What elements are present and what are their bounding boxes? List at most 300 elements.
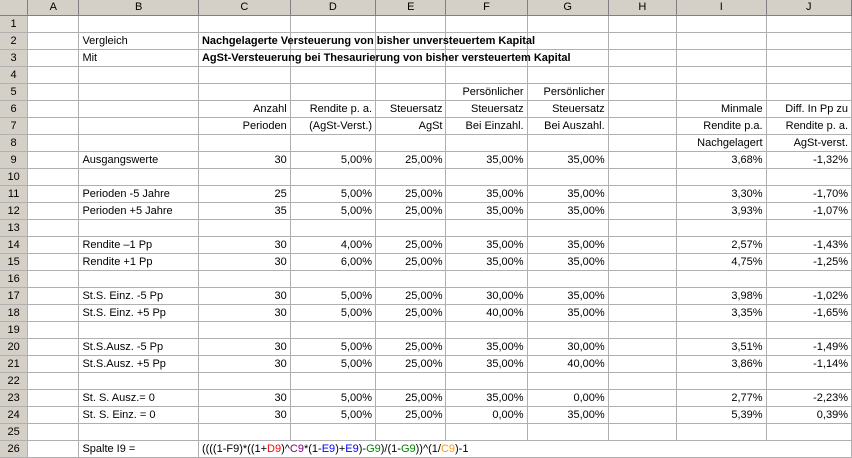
cell-C21[interactable]: 30: [198, 356, 290, 373]
cell-A19[interactable]: [28, 322, 79, 339]
cell-D10[interactable]: [290, 169, 375, 186]
cell-D7[interactable]: (AgSt-Verst.): [290, 118, 375, 135]
cell-I15[interactable]: 4,75%: [676, 254, 766, 271]
formula-token: ((((1-F9)*((1+: [201, 443, 268, 455]
cell-H19[interactable]: [608, 322, 676, 339]
cell-A14[interactable]: [28, 237, 79, 254]
cell-F15[interactable]: 35,00%: [446, 254, 527, 271]
cell-B13[interactable]: [79, 220, 199, 237]
cell-J10[interactable]: [766, 169, 851, 186]
cell-D13[interactable]: [290, 220, 375, 237]
cell-H14[interactable]: [608, 237, 676, 254]
cell-I17[interactable]: 3,98%: [676, 288, 766, 305]
cell-F1[interactable]: [446, 16, 527, 33]
row-header-14[interactable]: 14: [0, 237, 28, 254]
column-header-i[interactable]: I: [676, 0, 766, 16]
cell-C6[interactable]: Anzahl: [198, 101, 290, 118]
cell-B3[interactable]: Mit: [79, 50, 199, 67]
cell-E15[interactable]: 25,00%: [376, 254, 446, 271]
cell-I1[interactable]: [676, 16, 766, 33]
cell-D12[interactable]: 5,00%: [290, 203, 375, 220]
cell-J12[interactable]: -1,07%: [766, 203, 851, 220]
cell-I24[interactable]: 5,39%: [676, 407, 766, 424]
column-header-c[interactable]: C: [198, 0, 290, 16]
cell-D14[interactable]: 4,00%: [290, 237, 375, 254]
cell-A16[interactable]: [28, 271, 79, 288]
cell-E11[interactable]: 25,00%: [376, 186, 446, 203]
table-row: [0, 186, 852, 203]
cell-F19[interactable]: [446, 322, 527, 339]
cell-G20[interactable]: 30,00%: [527, 339, 608, 356]
cell-I14[interactable]: 2,57%: [676, 237, 766, 254]
column-header-e[interactable]: E: [376, 0, 446, 16]
cell-J17[interactable]: -1,02%: [766, 288, 851, 305]
cell-C17[interactable]: 30: [198, 288, 290, 305]
cell-D11[interactable]: 5,00%: [290, 186, 375, 203]
cell-J1[interactable]: [766, 16, 851, 33]
cell-G10[interactable]: [527, 169, 608, 186]
cell-E23[interactable]: 25,00%: [376, 390, 446, 407]
cell-C3[interactable]: [198, 50, 571, 67]
cell-I7[interactable]: Rendite p.a.: [676, 118, 766, 135]
cell-D25[interactable]: [290, 424, 375, 441]
cell-A20[interactable]: [28, 339, 79, 356]
cell-B12[interactable]: Perioden +5 Jahre: [79, 203, 199, 220]
cell-G19[interactable]: [527, 322, 608, 339]
cell-A12[interactable]: [28, 203, 79, 220]
cell-A15[interactable]: [28, 254, 79, 271]
cell-G8[interactable]: [527, 135, 608, 152]
cell-G22[interactable]: [527, 373, 608, 390]
cell-B8[interactable]: [79, 135, 199, 152]
cell-I3[interactable]: [676, 50, 766, 67]
cell-A2[interactable]: [28, 33, 79, 50]
cell-J20[interactable]: -1,49%: [766, 339, 851, 356]
cell-A13[interactable]: [28, 220, 79, 237]
cell-C2[interactable]: [198, 33, 536, 50]
cell-H25[interactable]: [608, 424, 676, 441]
cell-B9[interactable]: Ausgangswerte: [79, 152, 199, 169]
cell-F14[interactable]: 35,00%: [446, 237, 527, 254]
cell-H8[interactable]: [608, 135, 676, 152]
cell-B23[interactable]: St. S. Ausz.= 0: [79, 390, 199, 407]
row-header-20[interactable]: 20: [0, 339, 28, 356]
cell-G14[interactable]: 35,00%: [527, 237, 608, 254]
cell-E22[interactable]: [376, 373, 446, 390]
row-header-7[interactable]: 7: [0, 118, 28, 135]
cell-B4[interactable]: [79, 67, 199, 84]
cell-B1[interactable]: [79, 16, 199, 33]
cell-F25[interactable]: [446, 424, 527, 441]
cell-C12[interactable]: 35: [198, 203, 290, 220]
row-header-16[interactable]: 16: [0, 271, 28, 288]
cell-I19[interactable]: [676, 322, 766, 339]
cell-C20[interactable]: 30: [198, 339, 290, 356]
cell-A8[interactable]: [28, 135, 79, 152]
cell-B10[interactable]: [79, 169, 199, 186]
column-header-f[interactable]: F: [446, 0, 527, 16]
cell-J25[interactable]: [766, 424, 851, 441]
cell-G4[interactable]: [527, 67, 608, 84]
column-header-row: [0, 0, 852, 16]
cell-H5[interactable]: [608, 84, 676, 101]
cell-E1[interactable]: [376, 16, 446, 33]
cell-F8[interactable]: [446, 135, 527, 152]
cell-E21[interactable]: 25,00%: [376, 356, 446, 373]
cell-B19[interactable]: [79, 322, 199, 339]
cell-G6[interactable]: Steuersatz: [527, 101, 608, 118]
cell-I8[interactable]: Nachgelagert: [676, 135, 766, 152]
cell-A3[interactable]: [28, 50, 79, 67]
cell-J15[interactable]: -1,25%: [766, 254, 851, 271]
cell-G12[interactable]: 35,00%: [527, 203, 608, 220]
cell-H11[interactable]: [608, 186, 676, 203]
cell-G9[interactable]: 35,00%: [527, 152, 608, 169]
cell-B6[interactable]: [79, 101, 199, 118]
cell-F13[interactable]: [446, 220, 527, 237]
cell-G5[interactable]: Persönlicher: [527, 84, 608, 101]
cell-D19[interactable]: [290, 322, 375, 339]
cell-B25[interactable]: [79, 424, 199, 441]
cell-D21[interactable]: 5,00%: [290, 356, 375, 373]
cell-A26[interactable]: [28, 441, 79, 458]
table-row: [0, 288, 852, 305]
cell-J5[interactable]: [766, 84, 851, 101]
cell-C15[interactable]: 30: [198, 254, 290, 271]
cell-G11[interactable]: 35,00%: [527, 186, 608, 203]
cell-E18[interactable]: 25,00%: [376, 305, 446, 322]
row-header-10[interactable]: 10: [0, 169, 28, 186]
cell-H20[interactable]: [608, 339, 676, 356]
row-header-2[interactable]: 2: [0, 33, 28, 50]
cell-E14[interactable]: 25,00%: [376, 237, 446, 254]
cell-G15[interactable]: 35,00%: [527, 254, 608, 271]
cell-C9[interactable]: 30: [198, 152, 290, 169]
row-header-23[interactable]: 23: [0, 390, 28, 407]
cell-H12[interactable]: [608, 203, 676, 220]
cell-E17[interactable]: 25,00%: [376, 288, 446, 305]
cell-F21[interactable]: 35,00%: [446, 356, 527, 373]
cell-E13[interactable]: [376, 220, 446, 237]
cell-J9[interactable]: -1,32%: [766, 152, 851, 169]
cell-H24[interactable]: [608, 407, 676, 424]
cell-D8[interactable]: [290, 135, 375, 152]
cell-J13[interactable]: [766, 220, 851, 237]
cell-F16[interactable]: [446, 271, 527, 288]
row-header-25[interactable]: 25: [0, 424, 28, 441]
cell-A10[interactable]: [28, 169, 79, 186]
cell-E8[interactable]: [376, 135, 446, 152]
row-header-26[interactable]: 26: [0, 441, 28, 458]
cell-E12[interactable]: 25,00%: [376, 203, 446, 220]
cell-I10[interactable]: [676, 169, 766, 186]
cell-F23[interactable]: 35,00%: [446, 390, 527, 407]
cell-J6[interactable]: Diff. In Pp zu: [766, 101, 851, 118]
cell-C1[interactable]: [198, 16, 290, 33]
cell-J3[interactable]: [766, 50, 851, 67]
cell-C5[interactable]: [198, 84, 290, 101]
cell-B14[interactable]: Rendite –1 Pp: [79, 237, 199, 254]
cell-J16[interactable]: [766, 271, 851, 288]
cell-B7[interactable]: [79, 118, 199, 135]
cell-B24[interactable]: St. S. Einz. = 0: [79, 407, 199, 424]
row-header-15[interactable]: 15: [0, 254, 28, 271]
cell-H15[interactable]: [608, 254, 676, 271]
table-row: [0, 441, 852, 458]
cell-F10[interactable]: [446, 169, 527, 186]
cell-E7[interactable]: AgSt: [376, 118, 446, 135]
cell-H9[interactable]: [608, 152, 676, 169]
cell-H1[interactable]: [608, 16, 676, 33]
cell-D23[interactable]: 5,00%: [290, 390, 375, 407]
formula-token: *(1-: [303, 443, 322, 455]
row-header-18[interactable]: 18: [0, 305, 28, 322]
cell-D24[interactable]: 5,00%: [290, 407, 375, 424]
cell-E4[interactable]: [376, 67, 446, 84]
cell-F4[interactable]: [446, 67, 527, 84]
column-header-h[interactable]: H: [608, 0, 676, 16]
cell-G1[interactable]: [527, 16, 608, 33]
cell-F11[interactable]: 35,00%: [446, 186, 527, 203]
cell-I16[interactable]: [676, 271, 766, 288]
cell-H4[interactable]: [608, 67, 676, 84]
cell-F5[interactable]: Persönlicher: [446, 84, 527, 101]
cell-H13[interactable]: [608, 220, 676, 237]
cell-H7[interactable]: [608, 118, 676, 135]
cell-F24[interactable]: 0,00%: [446, 407, 527, 424]
cell-H22[interactable]: [608, 373, 676, 390]
cell-A4[interactable]: [28, 67, 79, 84]
cell-E5[interactable]: [376, 84, 446, 101]
cell-C23[interactable]: 30: [198, 390, 290, 407]
cell-C14[interactable]: 30: [198, 237, 290, 254]
cell-F20[interactable]: 35,00%: [446, 339, 527, 356]
cell-A11[interactable]: [28, 186, 79, 203]
cell-D17[interactable]: 5,00%: [290, 288, 375, 305]
cell-F22[interactable]: [446, 373, 527, 390]
row-header-11[interactable]: 11: [0, 186, 28, 203]
cell-I9[interactable]: 3,68%: [676, 152, 766, 169]
cell-C11[interactable]: 25: [198, 186, 290, 203]
cell-H3[interactable]: [608, 50, 676, 67]
cell-I23[interactable]: 2,77%: [676, 390, 766, 407]
cell-B11[interactable]: Perioden -5 Jahre: [79, 186, 199, 203]
cell-E25[interactable]: [376, 424, 446, 441]
cell-E20[interactable]: 25,00%: [376, 339, 446, 356]
cell-D4[interactable]: [290, 67, 375, 84]
table-row: [0, 220, 852, 237]
cell-H17[interactable]: [608, 288, 676, 305]
formula-token: E9: [345, 443, 359, 455]
cell-A25[interactable]: [28, 424, 79, 441]
row-header-9[interactable]: 9: [0, 152, 28, 169]
cell-A24[interactable]: [28, 407, 79, 424]
cell-D6[interactable]: Rendite p. a.: [290, 101, 375, 118]
cell-G23[interactable]: 0,00%: [527, 390, 608, 407]
cell-B20[interactable]: St.S.Ausz. -5 Pp: [79, 339, 199, 356]
cell-F12[interactable]: 35,00%: [446, 203, 527, 220]
cell-C16[interactable]: [198, 271, 290, 288]
cell-F7[interactable]: Bei Einzahl.: [446, 118, 527, 135]
cell-I12[interactable]: 3,93%: [676, 203, 766, 220]
cell-E6[interactable]: Steuersatz: [376, 101, 446, 118]
cell-B17[interactable]: St.S. Einz. -5 Pp: [79, 288, 199, 305]
cell-I2[interactable]: [676, 33, 766, 50]
cell-J11[interactable]: -1,70%: [766, 186, 851, 203]
cell-A6[interactable]: [28, 101, 79, 118]
row-header-17[interactable]: 17: [0, 288, 28, 305]
row-header-12[interactable]: 12: [0, 203, 28, 220]
cell-J8[interactable]: AgSt-verst.: [766, 135, 851, 152]
cell-D20[interactable]: 5,00%: [290, 339, 375, 356]
cell-A21[interactable]: [28, 356, 79, 373]
cell-J4[interactable]: [766, 67, 851, 84]
column-header-j[interactable]: J: [766, 0, 851, 16]
cell-F6[interactable]: Steuersatz: [446, 101, 527, 118]
row-header-24[interactable]: 24: [0, 407, 28, 424]
cell-J19[interactable]: [766, 322, 851, 339]
cell-B26[interactable]: Spalte I9 =: [79, 441, 199, 458]
cell-E19[interactable]: [376, 322, 446, 339]
cell-I13[interactable]: [676, 220, 766, 237]
cell-D15[interactable]: 6,00%: [290, 254, 375, 271]
cell-C10[interactable]: [198, 169, 290, 186]
cell-G24[interactable]: 35,00%: [527, 407, 608, 424]
cell-B22[interactable]: [79, 373, 199, 390]
cell-H21[interactable]: [608, 356, 676, 373]
column-header-b[interactable]: B: [79, 0, 199, 16]
cell-G16[interactable]: [527, 271, 608, 288]
cell-G18[interactable]: 35,00%: [527, 305, 608, 322]
cell-C19[interactable]: [198, 322, 290, 339]
row-header-8[interactable]: 8: [0, 135, 28, 152]
cell-B5[interactable]: [79, 84, 199, 101]
cell-C24[interactable]: 30: [198, 407, 290, 424]
table-row: [0, 50, 852, 67]
cell-I5[interactable]: [676, 84, 766, 101]
row-header-1[interactable]: 1: [0, 16, 28, 33]
cell-J23[interactable]: -2,23%: [766, 390, 851, 407]
cell-E10[interactable]: [376, 169, 446, 186]
cell-C8[interactable]: [198, 135, 290, 152]
cell-I18[interactable]: 3,35%: [676, 305, 766, 322]
cell-F9[interactable]: 35,00%: [446, 152, 527, 169]
row-header-5[interactable]: 5: [0, 84, 28, 101]
formula-token: )-1: [455, 443, 469, 455]
cell-A1[interactable]: [28, 16, 79, 33]
cell-B21[interactable]: St.S.Ausz. +5 Pp: [79, 356, 199, 373]
cell-I20[interactable]: 3,51%: [676, 339, 766, 356]
cell-A17[interactable]: [28, 288, 79, 305]
cell-C13[interactable]: [198, 220, 290, 237]
formula-token: C9: [289, 443, 304, 455]
cell-B15[interactable]: Rendite +1 Pp: [79, 254, 199, 271]
row-header-3[interactable]: 3: [0, 50, 28, 67]
cell-I6[interactable]: Minmale: [676, 101, 766, 118]
cell-J22[interactable]: [766, 373, 851, 390]
cell-E16[interactable]: [376, 271, 446, 288]
cell-A18[interactable]: [28, 305, 79, 322]
cell-G7[interactable]: Bei Auszahl.: [527, 118, 608, 135]
cell-G13[interactable]: [527, 220, 608, 237]
cell-J18[interactable]: -1,65%: [766, 305, 851, 322]
formula-cell[interactable]: [198, 441, 851, 458]
cell-B16[interactable]: [79, 271, 199, 288]
row-header-22[interactable]: 22: [0, 373, 28, 390]
cell-D16[interactable]: [290, 271, 375, 288]
cell-A7[interactable]: [28, 118, 79, 135]
row-header-13[interactable]: 13: [0, 220, 28, 237]
cell-H23[interactable]: [608, 390, 676, 407]
cell-H2[interactable]: [608, 33, 676, 50]
cell-F17[interactable]: 30,00%: [446, 288, 527, 305]
table-row: [0, 84, 852, 101]
cell-J7[interactable]: Rendite p. a.: [766, 118, 851, 135]
cell-A23[interactable]: [28, 390, 79, 407]
cell-G21[interactable]: 40,00%: [527, 356, 608, 373]
cell-G2[interactable]: [527, 33, 608, 50]
cell-J21[interactable]: -1,14%: [766, 356, 851, 373]
cell-B18[interactable]: St.S. Einz. +5 Pp: [79, 305, 199, 322]
row-header-4[interactable]: 4: [0, 67, 28, 84]
cell-D18[interactable]: 5,00%: [290, 305, 375, 322]
cell-A9[interactable]: [28, 152, 79, 169]
cell-J24[interactable]: 0,39%: [766, 407, 851, 424]
cell-A22[interactable]: [28, 373, 79, 390]
formula-token: )^: [281, 443, 290, 455]
cell-G17[interactable]: 35,00%: [527, 288, 608, 305]
cell-C18[interactable]: 30: [198, 305, 290, 322]
column-header-a[interactable]: A: [28, 0, 79, 16]
cell-J14[interactable]: -1,43%: [766, 237, 851, 254]
cell-I25[interactable]: [676, 424, 766, 441]
cell-C7[interactable]: Perioden: [198, 118, 290, 135]
cell-I21[interactable]: 3,86%: [676, 356, 766, 373]
cell-F18[interactable]: 40,00%: [446, 305, 527, 322]
row-header-19[interactable]: 19: [0, 322, 28, 339]
row-header-21[interactable]: 21: [0, 356, 28, 373]
cell-I11[interactable]: 3,30%: [676, 186, 766, 203]
cell-J2[interactable]: [766, 33, 851, 50]
cell-D22[interactable]: [290, 373, 375, 390]
cell-G25[interactable]: [527, 424, 608, 441]
column-header-g[interactable]: G: [527, 0, 608, 16]
cell-H6[interactable]: [608, 101, 676, 118]
table-row: [0, 407, 852, 424]
cell-D9[interactable]: 5,00%: [290, 152, 375, 169]
cell-I4[interactable]: [676, 67, 766, 84]
table-row: [0, 390, 852, 407]
cell-C22[interactable]: [198, 373, 290, 390]
column-header-d[interactable]: D: [290, 0, 375, 16]
cell-D1[interactable]: [290, 16, 375, 33]
cell-A5[interactable]: [28, 84, 79, 101]
row-header-6[interactable]: 6: [0, 101, 28, 118]
cell-C4[interactable]: [198, 67, 290, 84]
cell-C25[interactable]: [198, 424, 290, 441]
cell-B2[interactable]: Vergleich: [79, 33, 199, 50]
cell-E9[interactable]: 25,00%: [376, 152, 446, 169]
cell-H16[interactable]: [608, 271, 676, 288]
cell-D5[interactable]: [290, 84, 375, 101]
cell-I22[interactable]: [676, 373, 766, 390]
cell-H18[interactable]: [608, 305, 676, 322]
table-row: [0, 203, 852, 220]
cell-H10[interactable]: [608, 169, 676, 186]
cell-E24[interactable]: 25,00%: [376, 407, 446, 424]
table-row: [0, 322, 852, 339]
select-all-corner[interactable]: [0, 0, 28, 16]
